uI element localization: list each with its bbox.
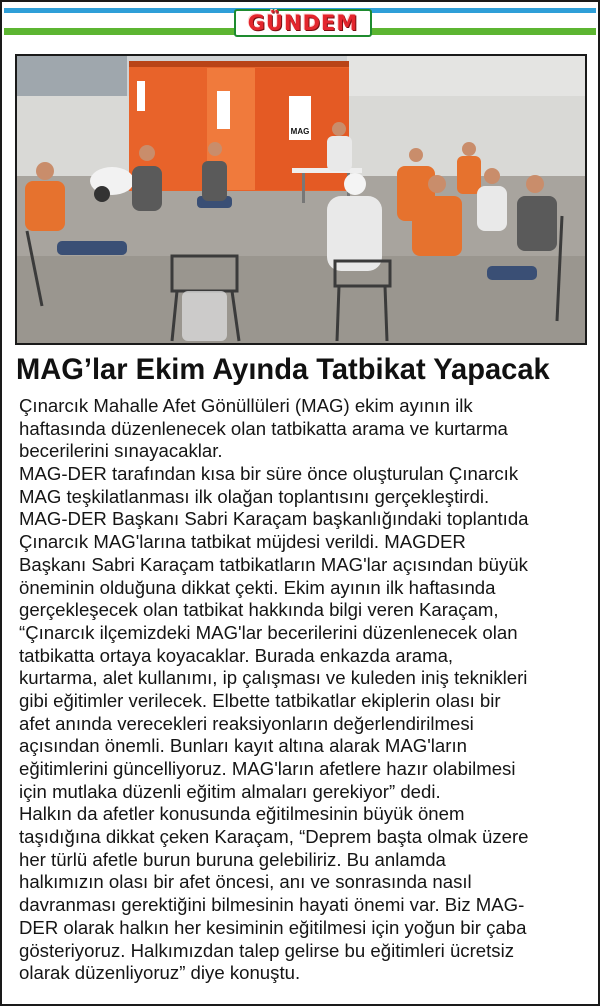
article-line: taşıdığına dikkat çeken Karaçam, “Deprem başta olmak üzere (19, 826, 529, 848)
article-line: gerçekleşecek olan tatbikat hakkında bilgi veren Karaçam, (19, 599, 499, 621)
article-line: Başkanı Sabri Karaçam tatbikatların MAG'lar açısından büyük (19, 553, 528, 575)
article-line: becerilerini sınayacaklar. (19, 440, 223, 462)
article-line: MAG-DER tarafından kısa bir süre önce oluşturulan Çınarcık (19, 463, 519, 485)
article-line: gibi eğitimler verilecek. Elbette tatbikatlar ekiplerin olası bir (19, 689, 501, 711)
section-label-box (234, 9, 372, 37)
article-line: öneminin olduğuna dikkat çekti. Ekim ayının ilk haftasında (19, 576, 496, 598)
article-body (19, 395, 591, 985)
article-line: gösteriyoruz. Halkımızdan talep gelirse bu eğitimleri ücretsiz (19, 939, 515, 961)
article-line: Çınarcık Mahalle Afet Gönüllüleri (MAG) ekim ayının ilk (19, 395, 473, 416)
section-banner (4, 4, 596, 40)
article-line: Çınarcık MAG'larına tatbikat müjdesi verildi. MAGDER (19, 531, 466, 553)
article-line: “Çınarcık ilçemizdeki MAG'lar becerilerini düzenlenecek olan (19, 621, 518, 643)
article-line: kurtarma, alet kullanımı, ip çalışması ve kuleden iniş teknikleri (19, 667, 528, 689)
article-line: Halkın da afetler konusunda eğitilmesinin büyük önem (19, 803, 465, 825)
article-line: afet anında verecekleri reaksiyonların değerlendirilmesi (19, 712, 474, 734)
container-sign-text: MAG (290, 127, 310, 136)
article-line: tatbikatta ortaya koyacaklar. Burada enkazda arama, (19, 644, 454, 666)
article-line: MAG-DER Başkanı Sabri Karaçam başkanlığındaki toplantıda (19, 508, 529, 530)
article-line: halkımızın olası bir afet öncesi, anı ve sonrasında nasıl (19, 871, 472, 893)
article-line: olarak düzenliyoruz” diye konuştu. (19, 962, 301, 984)
article-line: eğitimlerini güncelliyoruz. MAG'ların afetlere hazır olabilmesi (19, 758, 516, 779)
article-line: haftasında düzenlenecek olan tatbikatta arama ve kurtarma (19, 417, 508, 439)
article-line: açısından önemli. Bunları kayıt altına alarak MAG'ların (19, 735, 467, 757)
news-photo (15, 54, 587, 345)
article-line: MAG teşkilatlanması ilk olağan toplantısını gerçekleştirdi. (19, 485, 490, 507)
photo-icon (17, 56, 585, 343)
article-line: DER olarak halkın her kesiminin eğitilmesi için yoğun bir çaba (19, 916, 527, 938)
article-line: için mutlaka düzenli eğitim almaları gerekiyor” dedi. (19, 780, 441, 802)
article-headline: MAG’lar Ekim Ayında Tatbikat Yapacak (16, 353, 550, 386)
article-line: her türlü afetle burun buruna gelebiliriz. Bu anlamda (19, 848, 446, 870)
article-line: davranması gerektiğini bilmesinin hayati önemi var. Biz MAG- (19, 894, 525, 916)
section-label: GÜNDEM (247, 11, 359, 35)
